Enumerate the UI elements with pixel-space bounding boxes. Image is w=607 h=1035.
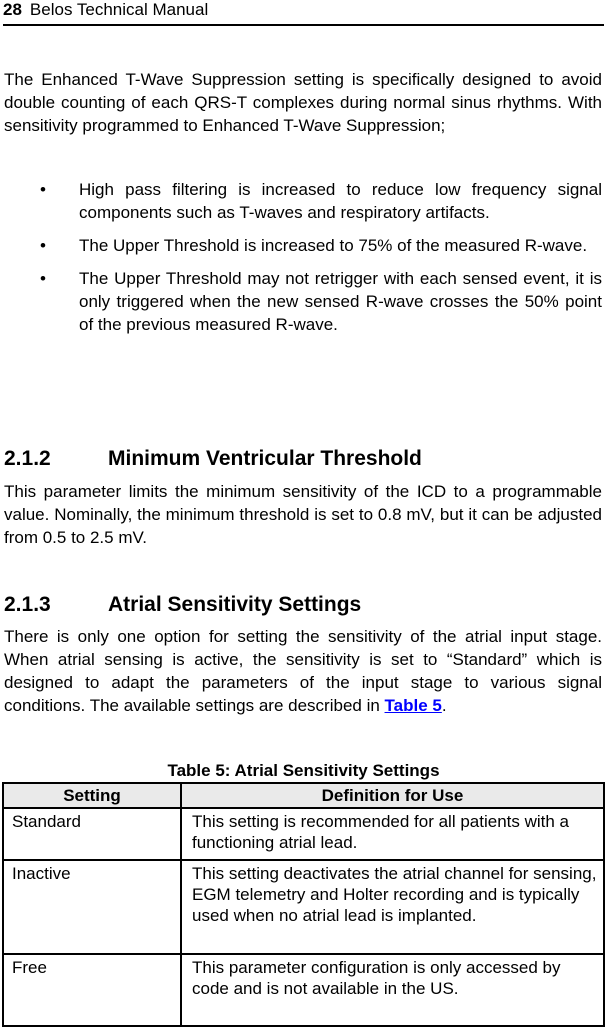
section-number: 2.1.3 [4, 593, 51, 616]
setting-cell: Free [3, 954, 181, 1026]
table-row [3, 808, 604, 860]
section-heading-2-1-2 [4, 446, 422, 472]
table-row [3, 860, 604, 954]
section-title: Minimum Ventricular Threshold [108, 447, 422, 470]
bullet-dot-icon: • [40, 180, 46, 199]
bullet-item [0, 178, 602, 224]
table-5-link[interactable]: Table 5 [384, 696, 442, 715]
bullet-text: The Upper Threshold is increased to 75% of the measured R-wave. [79, 236, 588, 255]
setting-cell: Inactive [3, 860, 181, 954]
section-heading-2-1-3 [4, 592, 361, 618]
bullet-item [0, 234, 602, 257]
atrial-sensitivity-table [2, 782, 605, 1027]
table-row [3, 954, 604, 1026]
intro-paragraph: The Enhanced T-Wave Suppression setting is specifically designed to avoid double counting of each QRS-T complexes during normal sinus rhythms. With sensitivity programmed to Enhanced T-Wave Suppression; [4, 70, 602, 135]
section-2-1-3-body [4, 625, 602, 717]
definition-cell: This parameter configuration is only accessed by code and is not available in the US. [181, 954, 604, 1026]
section-number: 2.1.2 [4, 447, 51, 470]
section-title: Atrial Sensitivity Settings [108, 593, 362, 616]
bullet-text: The Upper Threshold may not retrigger with each sensed event, it is only triggered when the new sensed R-wave crosses the 50% point of the previous measured R-wave. [79, 269, 602, 334]
setting-cell: Standard [3, 808, 181, 860]
table-header-row [3, 783, 604, 808]
page-header [3, 0, 604, 26]
column-header-setting: Setting [3, 783, 181, 808]
table-caption: Table 5: Atrial Sensitivity Settings [167, 761, 440, 780]
section-2-1-2-body: This parameter limits the minimum sensitivity of the ICD to a programmable value. Nominally, the minimum threshold is set to 0.8 mV, but it can be adjusted from 0.5 to 2.5 mV. [4, 482, 602, 547]
definition-cell: This setting is recommended for all patients with a functioning atrial lead. [181, 808, 604, 860]
bullet-dot-icon: • [40, 236, 46, 255]
bullet-dot-icon: • [40, 269, 46, 288]
bullet-text: High pass filtering is increased to reduce low frequency signal components such as T-waves and respiratory artifacts. [79, 180, 602, 222]
column-header-definition: Definition for Use [181, 783, 604, 808]
sentence-end: . [441, 696, 447, 715]
definition-cell: This setting deactivates the atrial channel for sensing, EGM telemetry and Holter recording and is typically used when no atrial lead is implanted. [181, 860, 604, 954]
bullet-list [0, 178, 607, 346]
section-2-1-3-text: There is only one option for setting the sensitivity of the atrial input stage. When atrial sensing is active, the sensitivity is set to “Standard” which is designed to adapt the parameters of the input stage to various signal conditions. The available settings are described in [4, 627, 602, 715]
bullet-item [0, 267, 602, 336]
page-number: 28 [3, 0, 22, 19]
manual-title: Belos Technical Manual [29, 0, 209, 19]
